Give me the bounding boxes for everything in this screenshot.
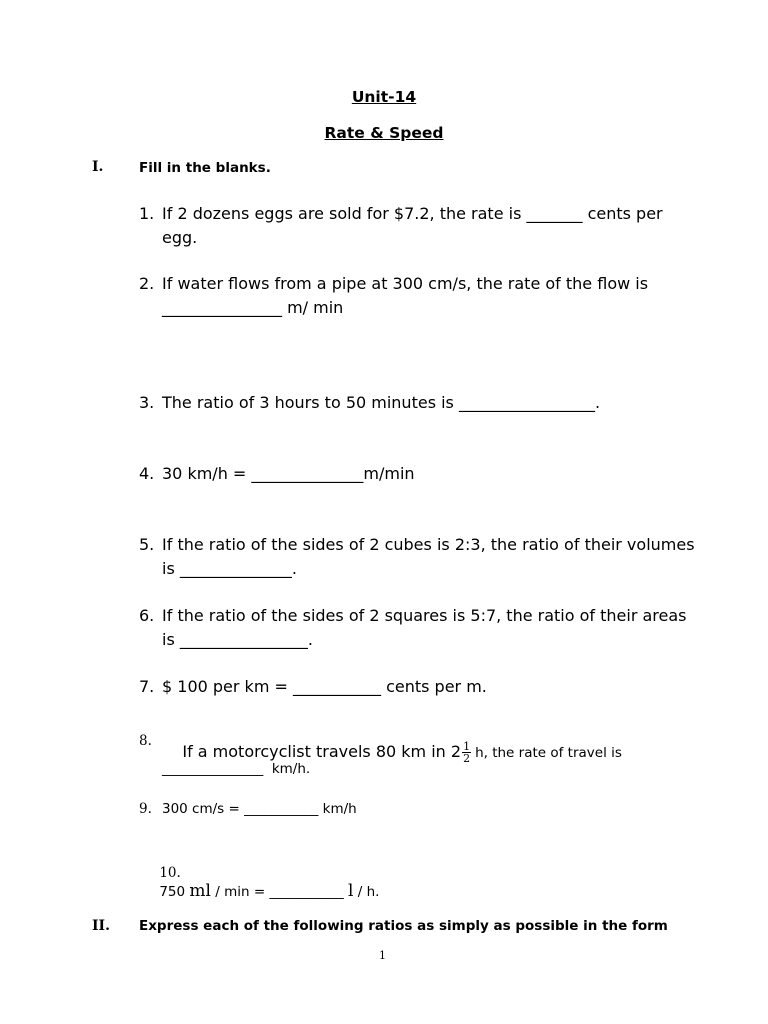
section-1-heading: Fill in the blanks. [139,160,271,176]
question-1-number: 1. [139,204,155,223]
question-5-line-1: If the ratio of the sides of 2 cubes is 2:3, the ratio of their volumes [162,535,695,554]
question-9-number: 9. [139,801,152,817]
question-6-number: 6. [139,606,155,625]
question-2-line-2: _______________ m/ min [162,298,344,317]
section-2-number: II. [92,918,110,934]
question-8-text-start: If a motorcyclist travels 80 km in 2 [182,742,462,761]
question-3-number: 3. [139,393,155,412]
question-1-line-2: egg. [162,228,198,247]
topic-title: Rate & Speed [324,124,444,142]
question-10-quantity: 750 [159,884,190,900]
page-number: 1 [379,949,386,962]
question-1-line-1: If 2 dozens eggs are sold for $7.2, the rate is _______ cents per [162,204,663,223]
mixed-fraction [462,741,471,764]
unit-title: Unit-14 [351,88,417,106]
question-5-number: 5. [139,535,155,554]
question-3-line-1: The ratio of 3 hours to 50 minutes is _________________. [162,393,601,412]
section-1-number: I. [92,159,104,175]
question-7-line-1: $ 100 per km = ___________ cents per m. [162,677,487,696]
question-7-number: 7. [139,677,155,696]
unit-ml: ml [189,881,211,901]
question-10-number: 10. [159,865,181,881]
section-2-heading: Express each of the following ratios as simply as possible in the form [139,918,668,934]
question-4-line-1: 30 km/h = ______________m/min [162,464,415,483]
question-8-number: 8. [139,733,152,749]
question-2-line-1: If water flows from a pipe at 300 cm/s, the rate of the flow is [162,274,649,293]
question-10-middle: / min = ___________ [210,884,348,900]
question-6-line-1: If the ratio of the sides of 2 squares is 5:7, the ratio of their areas [162,606,687,625]
fraction-denominator: 2 [463,752,471,765]
unit-l: l [348,881,354,901]
question-9-line-1: 300 cm/s = ___________ km/h [162,801,357,817]
question-2-number: 2. [139,274,155,293]
question-5-line-2: is ______________. [162,559,297,578]
fraction-numerator: 1 [463,740,471,753]
question-10-end: / h. [353,884,380,900]
question-4-number: 4. [139,464,155,483]
question-8-line-2: _______________ km/h. [162,761,311,777]
question-8-text-end: h, the rate of travel is [475,745,622,761]
question-10-line [139,843,379,920]
question-6-line-2: is ________________. [162,630,313,649]
